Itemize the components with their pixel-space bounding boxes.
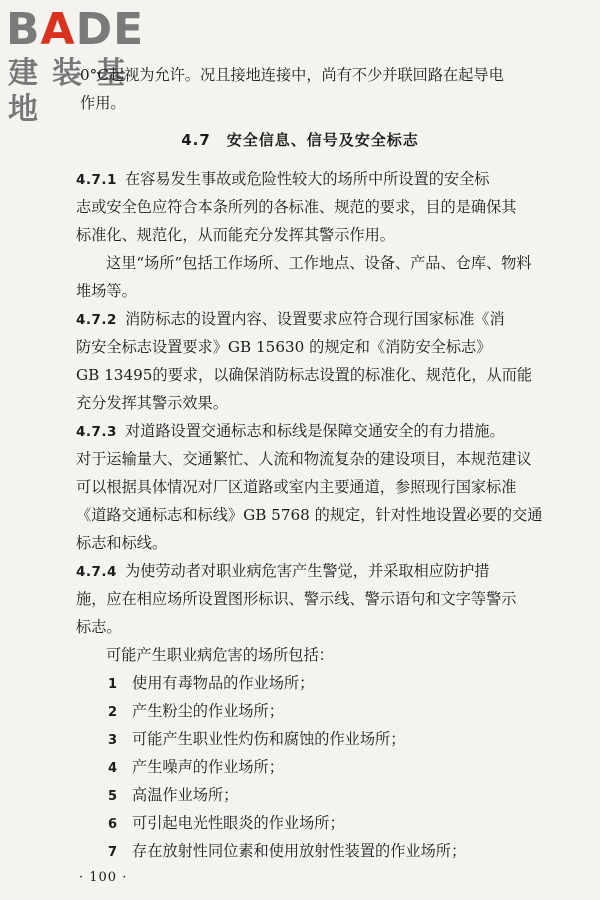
watermark-subtitle: 建装基地 [8, 56, 140, 127]
clause-471-line-1: 4.7.1 在容易发生事故或危险性较大的场所中所设置的安全标 [76, 170, 490, 188]
intro-line-1: 0°C起视为允许。况且接地连接中，尚有不少并联回路在起导电 [80, 66, 504, 84]
list-item: 1 使用有毒物品的作业场所； [108, 674, 315, 692]
page-number: · 100 · [79, 870, 128, 885]
clause-472-line-4: 充分发挥其警示效果。 [76, 394, 228, 412]
section-title: 安全信息、信号及安全标志 [226, 131, 419, 149]
clause-473-line-4: 《道路交通标志和标线》GB 5768 的规定，针对性地设置必要的交通 [76, 506, 543, 524]
section-heading [0, 129, 600, 150]
list-item: 7 存在放射性同位素和使用放射性装置的作业场所； [108, 842, 467, 860]
clause-473-line-3: 可以根据具体情况对厂区道路或室内主要通道，参照现行国家标准 [76, 478, 517, 496]
clause-472-line-1: 4.7.2 消防标志的设置内容、设置要求应符合现行国家标准《消 [76, 310, 505, 328]
clause-number: 4.7.4 [76, 564, 117, 580]
clause-number: 4.7.2 [76, 312, 117, 328]
clause-471-line-3: 标准化、规范化，从而能充分发挥其警示作用。 [76, 226, 395, 244]
list-item: 3 可能产生职业性灼伤和腐蚀的作业场所； [108, 730, 406, 748]
list-item: 2 产生粉尘的作业场所； [108, 702, 284, 720]
clause-474-line-3: 标志。 [76, 618, 122, 636]
clause-473-line-1: 4.7.3 对道路设置交通标志和标线是保障交通安全的有力措施。 [76, 422, 505, 440]
clause-474-line-1: 4.7.4 为使劳动者对职业病危害产生警觉，并采取相应防护措 [76, 562, 490, 580]
intro-line-2: 作用。 [80, 94, 126, 112]
list-item: 5 高温作业场所； [108, 786, 239, 804]
clause-474-line-2: 施，应在相应场所设置图形标识、警示线、警示语句和文字等警示 [76, 590, 517, 608]
section-number: 4.7 [181, 131, 211, 149]
list-item: 4 产生噪声的作业场所； [108, 758, 284, 776]
clause-471-para2-line-1: 这里“场所”包括工作场所、工作地点、设备、产品、仓库、物料 [106, 254, 532, 272]
clause-472-line-3: GB 13495的要求，以确保消防标志设置的标准化、规范化，从而能 [76, 366, 533, 384]
clause-473-line-5: 标志和标线。 [76, 534, 168, 552]
clause-472-line-2: 防安全标志设置要求》GB 15630 的规定和《消防安全标志》 [76, 338, 492, 356]
clause-number: 4.7.1 [76, 172, 117, 188]
clause-473-line-2: 对于运输量大、交通繁忙、人流和物流复杂的建设项目，本规范建议 [76, 450, 532, 468]
list-item: 6 可引起电光性眼炎的作业场所； [108, 814, 345, 832]
clause-number: 4.7.3 [76, 424, 117, 440]
watermark-brand: BADE [6, 4, 145, 55]
list-intro: 可能产生职业病危害的场所包括： [106, 646, 334, 664]
clause-471-para2-line-2: 堆场等。 [76, 282, 137, 300]
clause-471-line-2: 志或安全色应符合本条所列的各标准、规范的要求，目的是确保其 [76, 198, 517, 216]
